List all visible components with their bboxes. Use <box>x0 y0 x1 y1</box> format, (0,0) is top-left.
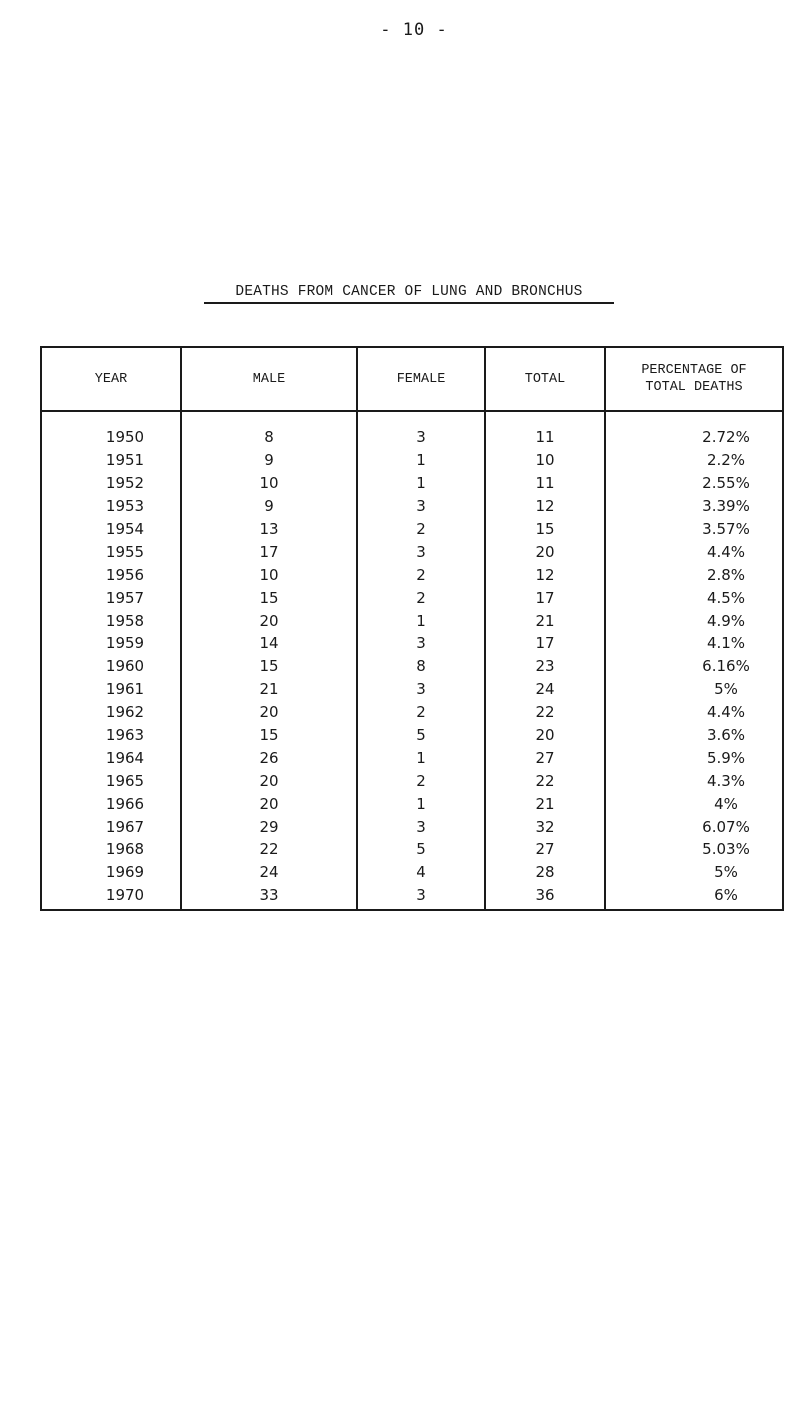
header-female: FEMALE <box>357 347 485 411</box>
cell-female: 2 <box>357 701 485 724</box>
table-row <box>41 838 783 861</box>
cell-male: 14 <box>181 632 357 655</box>
cell-total: 22 <box>485 769 605 792</box>
deaths-table-container <box>40 346 782 905</box>
cell-female: 3 <box>357 411 485 449</box>
document-title: DEATHS FROM CANCER OF LUNG AND BRONCHUS <box>204 284 614 304</box>
cell-total: 24 <box>485 678 605 701</box>
cell-year: 1958 <box>41 609 181 632</box>
table-row <box>41 563 783 586</box>
cell-female: 1 <box>357 472 485 495</box>
cell-female: 2 <box>357 563 485 586</box>
cell-male: 33 <box>181 884 357 910</box>
cell-female: 5 <box>357 838 485 861</box>
cell-percentage: 2.8% <box>605 563 783 586</box>
cell-percentage: 4.5% <box>605 586 783 609</box>
table-row <box>41 609 783 632</box>
cell-female: 3 <box>357 884 485 910</box>
cell-percentage: 4.4% <box>605 701 783 724</box>
cell-female: 3 <box>357 678 485 701</box>
cell-male: 9 <box>181 449 357 472</box>
header-percentage: PERCENTAGE OF TOTAL DEATHS <box>605 347 783 411</box>
cell-year: 1952 <box>41 472 181 495</box>
cell-male: 24 <box>181 861 357 884</box>
cell-year: 1967 <box>41 815 181 838</box>
cell-total: 32 <box>485 815 605 838</box>
cell-year: 1963 <box>41 724 181 747</box>
cell-total: 21 <box>485 792 605 815</box>
cell-male: 20 <box>181 609 357 632</box>
cell-female: 2 <box>357 518 485 541</box>
cell-female: 2 <box>357 769 485 792</box>
table-row <box>41 746 783 769</box>
cell-male: 10 <box>181 563 357 586</box>
cell-year: 1969 <box>41 861 181 884</box>
cell-percentage: 2.72% <box>605 411 783 449</box>
cell-female: 1 <box>357 792 485 815</box>
cell-total: 10 <box>485 449 605 472</box>
cell-year: 1953 <box>41 495 181 518</box>
cell-male: 20 <box>181 792 357 815</box>
cell-female: 2 <box>357 586 485 609</box>
cell-percentage: 6.07% <box>605 815 783 838</box>
table-row <box>41 472 783 495</box>
table-row <box>41 540 783 563</box>
cell-year: 1955 <box>41 540 181 563</box>
cell-percentage: 3.39% <box>605 495 783 518</box>
cell-female: 3 <box>357 540 485 563</box>
cell-female: 1 <box>357 449 485 472</box>
cell-percentage: 4.3% <box>605 769 783 792</box>
cell-male: 26 <box>181 746 357 769</box>
cell-total: 21 <box>485 609 605 632</box>
cell-percentage: 2.2% <box>605 449 783 472</box>
cell-year: 1970 <box>41 884 181 910</box>
cell-percentage: 4.1% <box>605 632 783 655</box>
header-year: YEAR <box>41 347 181 411</box>
cell-percentage: 6.16% <box>605 655 783 678</box>
cell-total: 11 <box>485 472 605 495</box>
cell-female: 4 <box>357 861 485 884</box>
cell-total: 22 <box>485 701 605 724</box>
cell-male: 15 <box>181 724 357 747</box>
table-row <box>41 724 783 747</box>
cell-total: 12 <box>485 563 605 586</box>
cell-total: 36 <box>485 884 605 910</box>
cell-total: 15 <box>485 518 605 541</box>
cell-male: 17 <box>181 540 357 563</box>
cell-percentage: 4% <box>605 792 783 815</box>
table-body <box>41 411 783 910</box>
cell-total: 20 <box>485 540 605 563</box>
cell-male: 15 <box>181 586 357 609</box>
table-row <box>41 861 783 884</box>
cell-year: 1956 <box>41 563 181 586</box>
table-row <box>41 449 783 472</box>
cell-year: 1959 <box>41 632 181 655</box>
table-row <box>41 792 783 815</box>
cell-female: 3 <box>357 632 485 655</box>
cell-total: 20 <box>485 724 605 747</box>
cell-male: 9 <box>181 495 357 518</box>
cell-percentage: 5.9% <box>605 746 783 769</box>
table-row <box>41 815 783 838</box>
cell-total: 27 <box>485 746 605 769</box>
cell-percentage: 2.55% <box>605 472 783 495</box>
cell-female: 5 <box>357 724 485 747</box>
cell-percentage: 4.9% <box>605 609 783 632</box>
cell-total: 12 <box>485 495 605 518</box>
cell-year: 1968 <box>41 838 181 861</box>
cell-male: 15 <box>181 655 357 678</box>
cell-male: 10 <box>181 472 357 495</box>
cell-female: 3 <box>357 495 485 518</box>
cell-male: 21 <box>181 678 357 701</box>
cell-female: 1 <box>357 609 485 632</box>
cell-percentage: 5% <box>605 678 783 701</box>
page-number: - 10 - <box>380 20 448 40</box>
cell-percentage: 5.03% <box>605 838 783 861</box>
cell-total: 23 <box>485 655 605 678</box>
cell-year: 1957 <box>41 586 181 609</box>
cell-male: 29 <box>181 815 357 838</box>
cell-total: 17 <box>485 632 605 655</box>
table-row <box>41 632 783 655</box>
cell-percentage: 6% <box>605 884 783 910</box>
header-male: MALE <box>181 347 357 411</box>
table-row <box>41 411 783 449</box>
cell-year: 1965 <box>41 769 181 792</box>
cell-percentage: 4.4% <box>605 540 783 563</box>
table-row <box>41 701 783 724</box>
cell-percentage: 3.57% <box>605 518 783 541</box>
cell-total: 28 <box>485 861 605 884</box>
cell-year: 1964 <box>41 746 181 769</box>
cell-male: 8 <box>181 411 357 449</box>
table-row <box>41 769 783 792</box>
cell-percentage: 5% <box>605 861 783 884</box>
table-header-row <box>41 347 783 411</box>
deaths-table <box>40 346 784 911</box>
cell-year: 1962 <box>41 701 181 724</box>
header-total: TOTAL <box>485 347 605 411</box>
cell-female: 8 <box>357 655 485 678</box>
cell-percentage: 3.6% <box>605 724 783 747</box>
cell-year: 1960 <box>41 655 181 678</box>
table-row <box>41 884 783 910</box>
cell-female: 3 <box>357 815 485 838</box>
table-row <box>41 495 783 518</box>
cell-year: 1961 <box>41 678 181 701</box>
cell-male: 20 <box>181 701 357 724</box>
cell-female: 1 <box>357 746 485 769</box>
cell-year: 1954 <box>41 518 181 541</box>
cell-male: 22 <box>181 838 357 861</box>
cell-total: 27 <box>485 838 605 861</box>
cell-year: 1950 <box>41 411 181 449</box>
table-row <box>41 586 783 609</box>
cell-year: 1951 <box>41 449 181 472</box>
table-row <box>41 655 783 678</box>
cell-year: 1966 <box>41 792 181 815</box>
table-row <box>41 518 783 541</box>
table-row <box>41 678 783 701</box>
cell-total: 17 <box>485 586 605 609</box>
cell-male: 20 <box>181 769 357 792</box>
cell-male: 13 <box>181 518 357 541</box>
cell-total: 11 <box>485 411 605 449</box>
